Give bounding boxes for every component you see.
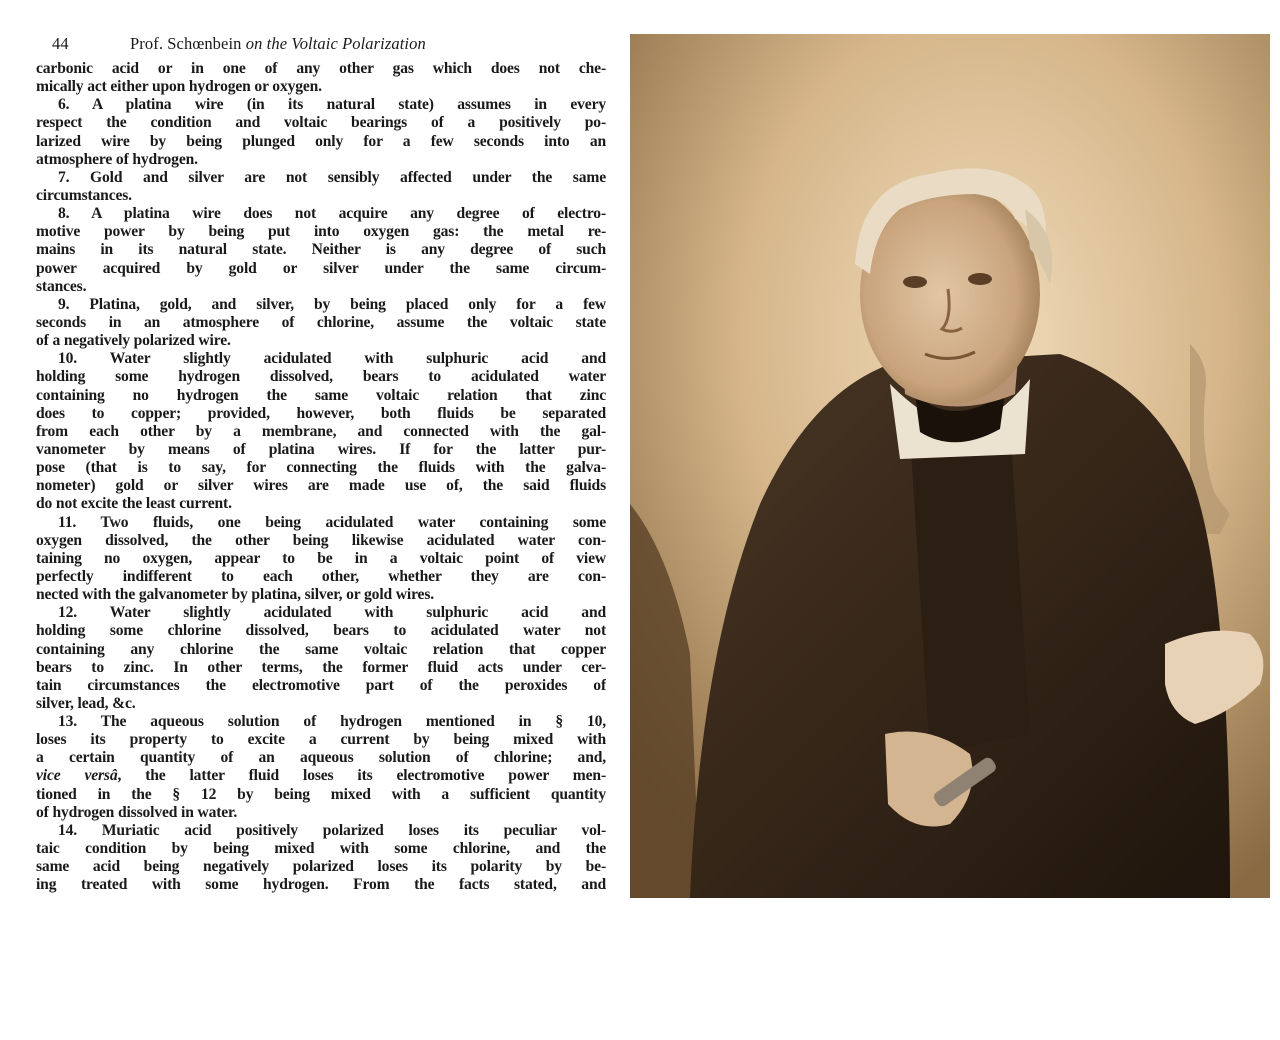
text-line: of hydrogen dissolved in water. [36, 803, 238, 821]
text-line: respect the condition and voltaic bearings of a positively po- [36, 114, 606, 132]
text-line: containing any chlorine the same voltaic relation that copper [36, 640, 606, 658]
text-line: perfectly indifferent to each other, whether they are con- [36, 567, 606, 585]
text-line: does to copper; provided, however, both fluids be separated [36, 404, 606, 422]
text-line: vice versâ, the latter fluid loses its electromotive power men- [36, 767, 606, 785]
text-line: tain circumstances the electromotive part of the peroxides of [36, 676, 606, 694]
text-line: loses its property to excite a current by being mixed with [36, 731, 606, 749]
text-line: power acquired by gold or silver under the same circum- [36, 259, 606, 277]
text-line: ing treated with some hydrogen. From the facts stated, and [36, 876, 606, 894]
text-line: vanometer by means of platina wires. If for the latter pur- [36, 440, 606, 458]
running-head [36, 34, 606, 60]
text-line: of a negatively polarized wire. [36, 332, 231, 350]
book-page [36, 34, 606, 914]
sepia-portrait [630, 34, 1270, 898]
text-line: 7. Gold and silver are not sensibly affected under the same [58, 168, 606, 186]
text-line: mically act either upon hydrogen or oxygen. [36, 78, 322, 96]
text-line: stances. [36, 277, 87, 295]
text-line: holding some chlorine dissolved, bears to acidulated water not [36, 622, 606, 640]
text-line: circumstances. [36, 186, 132, 204]
page-number: 44 [52, 34, 69, 53]
text-line: do not excite the least current. [36, 495, 232, 513]
text-line: tioned in the § 12 by being mixed with a sufficient quantity [36, 785, 606, 803]
text-line: from each other by a membrane, and connected with the gal- [36, 422, 606, 440]
text-line: seconds in an atmosphere of chlorine, assume the voltaic state [36, 313, 606, 331]
text-line: carbonic acid or in one of any other gas which does not che- [36, 60, 606, 77]
text-line: 9. Platina, gold, and silver, by being placed only for a few [58, 295, 606, 313]
text-line: 8. A platina wire does not acquire any degree of electro- [58, 205, 606, 223]
text-line: mains in its natural state. Neither is any degree of such [36, 241, 606, 259]
text-line: 13. The aqueous solution of hydrogen mentioned in § 10, [58, 713, 606, 731]
text-line: bears to zinc. In other terms, the former fluid acts under cer- [36, 658, 606, 676]
text-line: 6. A platina wire (in its natural state) assumes in every [58, 96, 606, 114]
running-title-rest: on the Voltaic Polarization [245, 34, 426, 53]
text-line: oxygen dissolved, the other being likewise acidulated water con- [36, 531, 606, 549]
text-line: nometer) gold or silver wires are made use of, the said fluids [36, 477, 606, 495]
text-line: atmosphere of hydrogen. [36, 150, 198, 168]
text-line: taic condition by being mixed with some chlorine, and the [36, 840, 606, 858]
text-line: containing no hydrogen the same voltaic relation that zinc [36, 386, 606, 404]
page-body-text [36, 60, 606, 894]
text-line: 11. Two fluids, one being acidulated water containing some [58, 513, 606, 531]
text-line: same acid being negatively polarized loses its polarity by be- [36, 858, 606, 876]
text-line: motive power by being put into oxygen gas: the metal re- [36, 223, 606, 241]
text-line: 10. Water slightly acidulated with sulphuric acid and [58, 350, 606, 368]
running-title-author: Prof. Schœnbein [130, 34, 242, 53]
sepia-portrait-icon [630, 34, 1270, 898]
text-line: a certain quantity of an aqueous solution of chlorine; and, [36, 749, 606, 767]
text-line: silver, lead, &c. [36, 694, 136, 712]
text-line: taining no oxygen, appear to be in a voltaic point of view [36, 549, 606, 567]
text-line: holding some hydrogen dissolved, bears to acidulated water [36, 368, 606, 386]
text-line: 14. Muriatic acid positively polarized loses its peculiar vol- [58, 821, 606, 839]
text-line: nected with the galvanometer by platina, silver, or gold wires. [36, 586, 434, 604]
text-line: 12. Water slightly acidulated with sulphuric acid and [58, 604, 606, 622]
text-line: larized wire by being plunged only for a few seconds into an [36, 132, 606, 150]
text-line: pose (that is to say, for connecting the fluids with the galva- [36, 459, 606, 477]
